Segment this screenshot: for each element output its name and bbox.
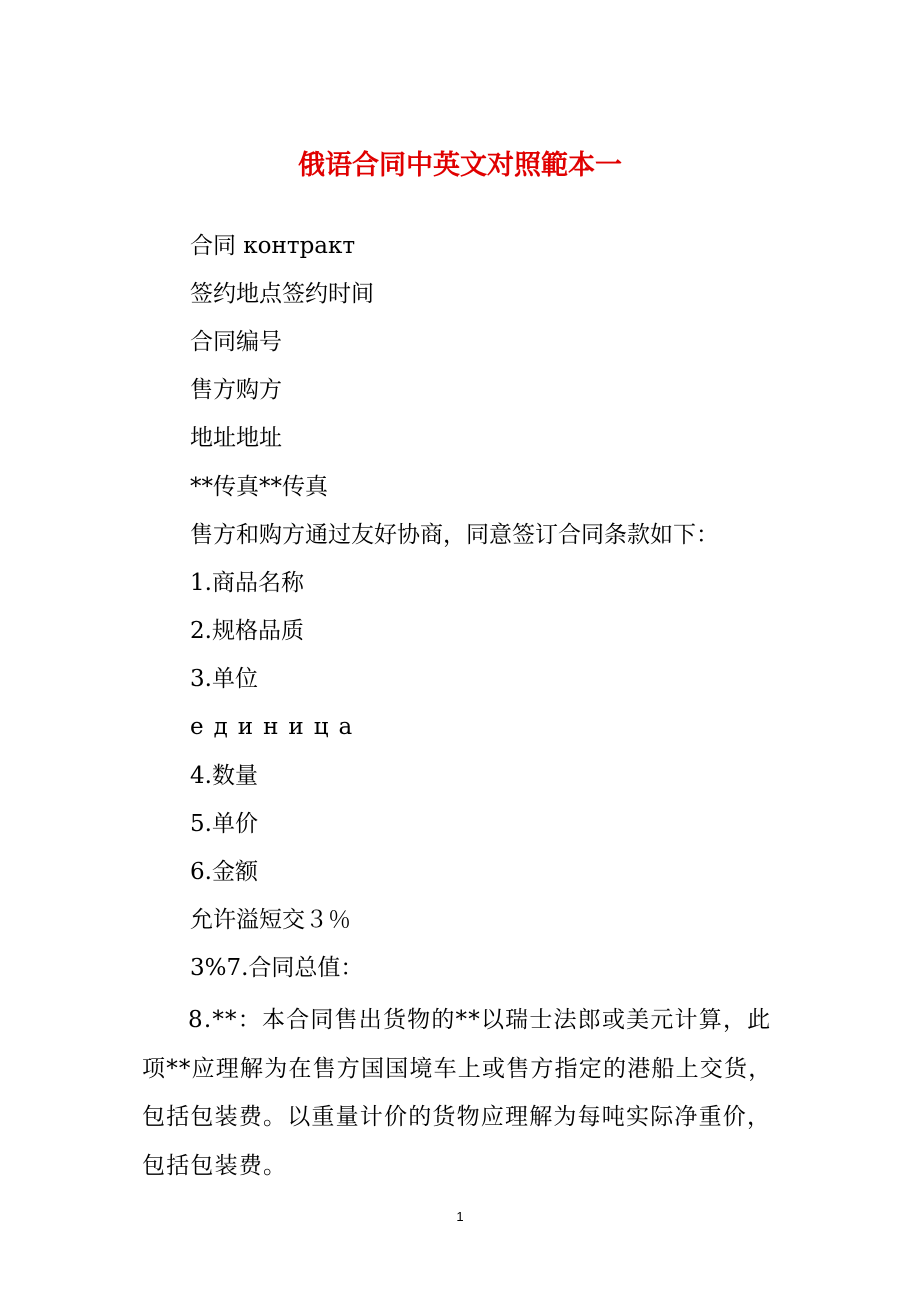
line-item-6: 6.金额 [190, 859, 258, 885]
line-item-3: 3.单位 [190, 666, 258, 692]
line-item-1: 1.商品名称 [190, 570, 304, 596]
line-unit-russian: единица [190, 714, 363, 740]
line-item-7: 3%7.合同总值： [190, 955, 364, 981]
document-title: 俄语合同中英文对照範本一 [298, 150, 622, 181]
line-item-2: 2.规格品质 [190, 618, 304, 644]
line-seller-buyer: 售方购方 [190, 377, 282, 403]
line-contract-number: 合同编号 [190, 329, 282, 355]
line-fax: **传真**传真 [190, 474, 328, 500]
line-tolerance: 允许溢短交３％ [190, 907, 351, 933]
paragraph-item-8 [142, 996, 792, 1190]
line-item-4: 4.数量 [190, 763, 258, 789]
line-signing-place-time: 签约地点签约时间 [190, 281, 374, 307]
line-agreement-intro: 售方和购方通过友好协商，同意签订合同条款如下： [190, 522, 719, 548]
line-item-5: 5.单价 [190, 811, 258, 837]
line-contract-heading: 合同 контракт [190, 233, 356, 259]
line-address: 地址地址 [190, 425, 282, 451]
paragraph-text: 8.**：本合同售出货物的**以瑞士法郎或美元计算，此项**应理解为在售方国国境车上或售方指定的港船上交货，包括包装费。以重量计价的货物应理解为每吨实际净重价，包括包装费。 [142, 1007, 773, 1179]
page-number: 1 [456, 1209, 464, 1224]
